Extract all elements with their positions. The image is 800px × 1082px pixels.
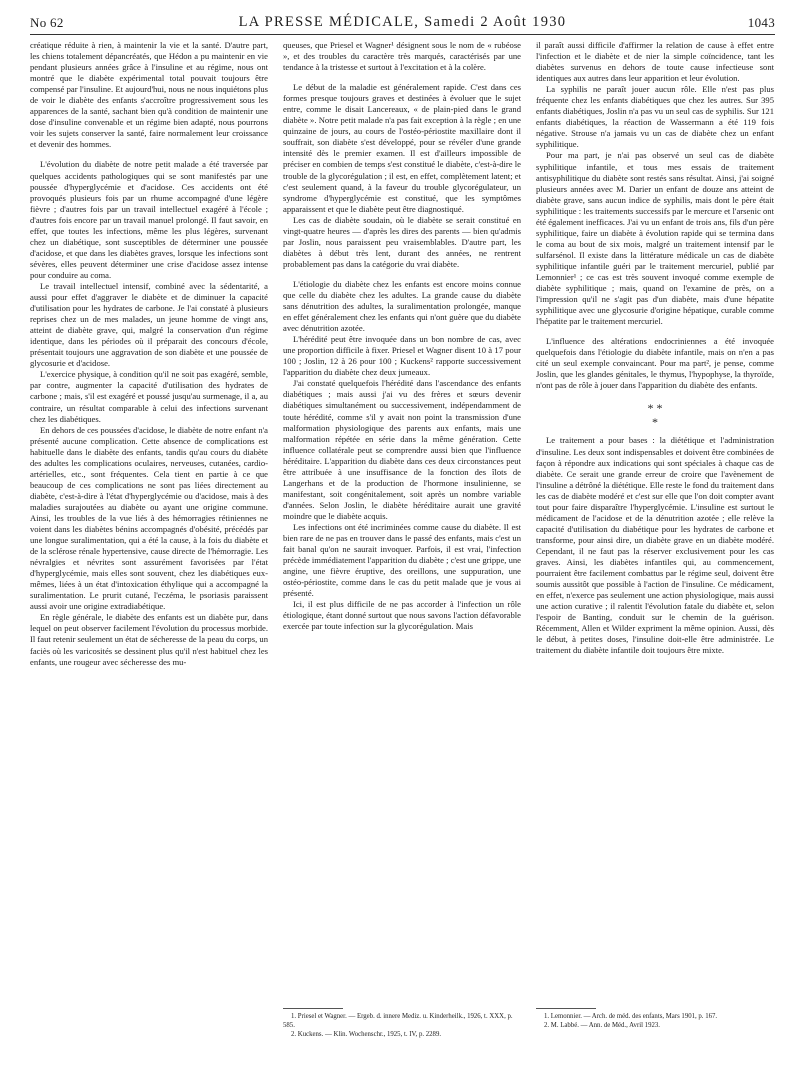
paragraph: J'ai constaté quelquefois l'hérédité dans l'ascendance des enfants diabétiques ; mais aussi j'ai vu des frères et sœurs devenir diabétiques simultanément ou successivement, indépendamment de toute hérédité, comme s'il y avait non point la transmission d'une malformation physiologique des parents aux enfants, mais une malformation répétée en série dans la même génération. Cette influence collatérale peut se comprendre aussi bien que l'influence héréditaire. L'apparition du diabète dans ces deux circonstances peut être attribuée à une insuffisance de la fonction des îlots de Langerhans et de la production de l'hormone insulinienne, se manifestant, soit congénitalement, soit après un nombre variable d'années. Selon Joslin, le diabète héréditaire aurait une gravité moindre que le diabète acquis. xyxy=(283,378,521,521)
paragraph: La syphilis ne paraît jouer aucun rôle. Elle n'est pas plus fréquente chez les enfants diabétiques que chez les autres. Sur 395 enfants diabétiques, Joslin n'a pas vu un seul cas de syphilis. Sur 121 enfants diabétiques, la réaction de Wassermann a été 119 fois négative. Strouse n'a jamais vu un cas de diabète chez un enfant syphilitique. xyxy=(536,84,774,150)
paragraph: L'évolution du diabète de notre petit malade a été traversée par quelques accidents pathologiques qui se sont manifestés par une poussée d'hyperglycémie et d'acidose. Ces accidents ont été provoqués plusieurs fois par un rhume accompagné d'une légère fièvre ; d'autres fois par un travail intellectuel exagéré à l'école ; d'autres fois encore par un travail manuel prolongé. Il faut savoir, en effet, que toutes les infections, même les plus légères, survenant chez un diabétique, sont susceptibles de déterminer une poussée d'acidose, et que dans les diabètes graves, lorsque les infections sont sévères, elles peuvent déterminer une crise d'acidose assez intense pour conduire au coma. xyxy=(30,159,268,280)
footnote: 2. Kuckens. — Klin. Wochenschr., 1925, t. IV, p. 2289. xyxy=(291,1031,442,1038)
paragraph: Les infections ont été incriminées comme cause du diabète. Il est bien rare de ne pas en trouver dans le passé des enfants, mais c'est un fait banal qu'on ne saurait invoquer. Parfois, il est vrai, l'infection précède immédiatement l'apparition du diabète ; c'est une grippe, une angine, une fièvre éruptive, des oreillons, une suppuration, une ostéo-périostite, comme dans le cas du petit malade que je vous ai présenté. xyxy=(283,521,521,599)
paragraph: L'étiologie du diabète chez les enfants est encore moins connue que celle du diabète chez les adultes. La grande cause du diabète sans dénutrition des adultes, la suralimentation prolongée, manque en effet généralement chez les enfants qui n'ont guère que du diabète avec dénutrition azotée. xyxy=(283,278,521,334)
column-3 xyxy=(536,40,774,656)
running-header xyxy=(30,12,775,34)
footnotes-column-3 xyxy=(536,1012,774,1030)
paragraph: L'influence des altérations endocriniennes a été invoquée quelquefois dans l'étiologie du diabète infantile, mais on n'en a pas cité un seul exemple convaincant. Pour ma part², je pense, comme Joslin, que les glandes génitales, le thymus, l'hypophyse, la thyroïde, n'ont pas de rôle à jouer dans l'apparition du diabète des enfants. xyxy=(536,336,774,391)
header-rule xyxy=(30,34,775,35)
footnote: 1. Priesel et Wagner. — Ergeb. d. innere Mediz. u. Kinderheilk., 1926, t. XXX, p. 585. xyxy=(283,1013,513,1029)
paragraph: En dehors de ces poussées d'acidose, le diabète de notre enfant n'a présenté aucune complication. Cette absence de complications est habituelle dans le diabète des enfants, tandis qu'au cours du diabète des adultes les complications oculaires, nerveuses, cutanées, cardio-artérielles, etc., sont fréquentes. Cela tient en partie à ce que beaucoup de ces complications ne sont pas liées directement au diabète, c'est-à-dire à l'état d'hyperglycémie ou d'acidose, mais à des maladies surajoutées au diabète ou ayant une origine commune. Ainsi, les troubles de la vue liés à des hémorragies rétiniennes ne voient dans les diabètes bénins accompagnés d'obésité, précédés par une longue suralimentation, qui a été la cause, à la fois du diabète et de la sclérose rénale hypertensive, cause directe de l'hémorragie. Les névralgies et névrites sont assurément favorisées par l'état d'hyperglycémie, mais elles sont souvent, chez les diabétiques eux-mêmes, liées à un état d'intoxication éthylique qui a accompagné la suralimentation. Le prurit cutané, l'eczéma, le psoriasis paraissent aussi avoir une origine extradiabétique. xyxy=(30,424,268,612)
paragraph: il paraît aussi difficile d'affirmer la relation de cause à effet entre l'infection et le diabète et de nier la simple coïncidence, tant les diabètes survenus en dehors de toute cause infectieuse sont identiques aux autres dans leur apparition et leur évolution. xyxy=(536,40,774,84)
section-separator: * * * xyxy=(647,401,663,430)
column-1 xyxy=(30,40,268,668)
footnote: 1. Lemonnier. — Arch. de méd. des enfants, Mars 1901, p. 167. xyxy=(544,1013,718,1020)
footnote-rule xyxy=(283,1008,343,1009)
paragraph: Ici, il est plus difficile de ne pas accorder à l'infection un rôle étiologique, étant donné surtout que nous savons l'action défavorable exercée par toute infection sur la glycorégulation. Mais xyxy=(283,599,521,632)
paragraph: En règle générale, le diabète des enfants est un diabète pur, dans lequel on peut observer facilement l'évolution du processus morbide. Il faut retenir seulement un état de sécheresse de la peau du corps, un faciès où les varicosités se dessinent plus qu'il n'est habituel chez les enfants, une rougeur avec sécheresse des mu- xyxy=(30,612,268,667)
paragraph: Pour ma part, je n'ai pas observé un seul cas de diabète syphilitique infantile, et tous mes essais de traitement antisyphilitique du diabète sont restés sans résultat. Ainsi, j'ai soigné plusieurs années avec M. Darier un enfant de douze ans atteint de diabète grave, sans aucun indice de syphilis, mais dont le père était syphilitique : les traitements successifs par le mercure et l'arsenic ont été également inefficaces. J'ai vu un enfant de trois ans, fils d'un père syphilitique, faire un diabète à évolution rapide qui se termina dans le coma au bout de six mois, malgré un traitement intensif par le sulfarsénol. Il existe dans la littérature médicale un cas de diabète syphilitique infantile guéri par le traitement mercuriel, publié par Lemonnier¹ ; ce cas est très souvent invoqué comme exemple de diabète syphilitique ; mais, quand on l'examine de près, on a l'impression qu'il ne s'agit pas d'un diabète, mais d'une hépatite syphilitique avec une glycosurie d'origine hépatique, curable comme l'hépatite par le traitement mercuriel. xyxy=(536,150,774,327)
paragraph: Le début de la maladie est généralement rapide. C'est dans ces formes presque toujours graves et destinées à évoluer que le sujet entre, comme le disait Lancereaux, « de plain-pied dans le grand diabète ». Notre petit malade n'a pas fait exception à la règle ; en une quinzaine de jours, au cours de l'ostéo-périostite maxillaire dont il souffrait, son diabète s'est développé, pour se révéler d'une grande intensité dès le premier examen. Il est d'ailleurs impossible de préciser en combien de temps s'est constitué le diabète, c'est-à-dire le trouble de la glycorégulation ; il est, en effet, complètement latent; et c'est seulement quand, à la faveur du trouble glycorégulateur, un syndrome d'hyperglycémie est constitué, que les symptômes apparaissent et que le diabète peut être diagnostiqué. xyxy=(283,82,521,214)
journal-title: LA PRESSE MÉDICALE, Samedi 2 Août 1930 xyxy=(238,14,567,30)
footnote-rule xyxy=(536,1008,596,1009)
paragraph: créatique réduite à rien, à maintenir la vie et la santé. D'autre part, les chiens totalement dépancréatés, que Hédon a pu maintenir en vie pendant plusieurs années grâce à l'insuline et au régime, nous ont montré que le diabète expérimental total pouvait toujours être compensé par l'insuline. Et aujourd'hui, nous ne nous inquiétons plus de voir le diabète des enfants s'accroître progressivement sous les apparences de la santé, sachant bien qu'à condition de maintenir une dose d'insuline convenable et un régime bien adapté, nous pourrons voir les sujets conserver la santé, faire normalement leur croissance et devenir des hommes. xyxy=(30,40,268,150)
footnote: 2. M. Labbé. — Ann. de Méd., Avril 1923. xyxy=(544,1022,660,1029)
page-number: 1043 xyxy=(747,15,775,30)
paragraph: Les cas de diabète soudain, où le diabète se serait constitué en vingt-quatre heures — d'après les dires des parents — bien qu'admis par Joslin, nous paraissent peu vraisemblables. D'autre part, les diabètes à début très lent, durant des années, ne rentrent probablement pas dans la catégorie du vrai diabète. xyxy=(283,214,521,269)
paragraph: queuses, que Priesel et Wagner¹ désignent sous le nom de « rubéose », et des troubles du caractère très marqués, caractérisés par une tendance à la tristesse et surtout à l'excitation et à la colère. xyxy=(283,40,521,73)
footnotes-column-2 xyxy=(283,1012,521,1039)
paragraph: L'hérédité peut être invoquée dans un bon nombre de cas, avec une proportion difficile à fixer. Priesel et Wagner disent 10 à 17 pour 100 ; Joslin, 12 à 26 pour 100 ; Kuckens² rapporte successivement l'apparition du diabète chez deux jumeaux. xyxy=(283,334,521,378)
column-2 xyxy=(283,40,521,632)
paragraph: Le traitement a pour bases : la diététique et l'administration d'insuline. Les deux sont indispensables et doivent être combinées de façon à répondre aux indications qui sont spéciales à chaque cas de diabète. Ce serait une grande erreur de croire que l'avènement de l'insuline a détrôné la diététique. Elle reste le fond du traitement dans les cas de diabète modéré et c'est sur elle que l'on doit compter avant tout pour faire disparaître l'hyperglycémie. L'insuline est surtout le médicament de l'acidose et de la dénutrition azotée ; elle relève la capacité d'utilisation du diabétique pour les hydrates de carbone et transforme, pour ainsi dire, un diabète grave en un diabète modéré. Cependant, il ne faut pas la réserver exclusivement pour les cas graves. Ainsi, les diabètes infantiles qui, au commencement, pourraient être facilement combattus par le régime seul, doivent être soumis aussitôt que possible à l'action de l'insuline. Ce médicament, en effet, n'exerce pas seulement une action physiologique, mais aussi une action curative ; il ralentit l'évolution fatale du diabète et, selon l'espoir de Banting, conduit sur le chemin de la guérison. Récemment, Allen et Wilder expriment la même opinion. Aussi, dès le début, à petites doses, l'insuline doit-elle être administrée. Le traitement du diabète infantile doit toujours être mixte. xyxy=(536,435,774,656)
issue-number: No 62 xyxy=(30,15,64,30)
paragraph: L'exercice physique, à condition qu'il ne soit pas exagéré, semble, par contre, augmenter la capacité d'utilisation des hydrates de carbone ; mais, s'il est exagéré et poussé jusqu'au surmenage, il a, au contraire, un résultat comparable à celui des infections survenant chez les diabétiques. xyxy=(30,369,268,424)
paragraph: Le travail intellectuel intensif, combiné avec la sédentarité, a aussi pour effet d'aggraver le diabète et de diminuer la capacité d'utilisation pour les hydrates de carbone. Je l'ai constaté à plusieurs reprises chez un de mes malades, un jeune homme de vingt ans, atteint de diabète grave, qui, malgré la conservation d'un régime identique, dans les périodes où il préparait des concours d'école, présentait toujours une aggravation de son diabète et une poussée de glycosurie et d'acidose. xyxy=(30,280,268,369)
